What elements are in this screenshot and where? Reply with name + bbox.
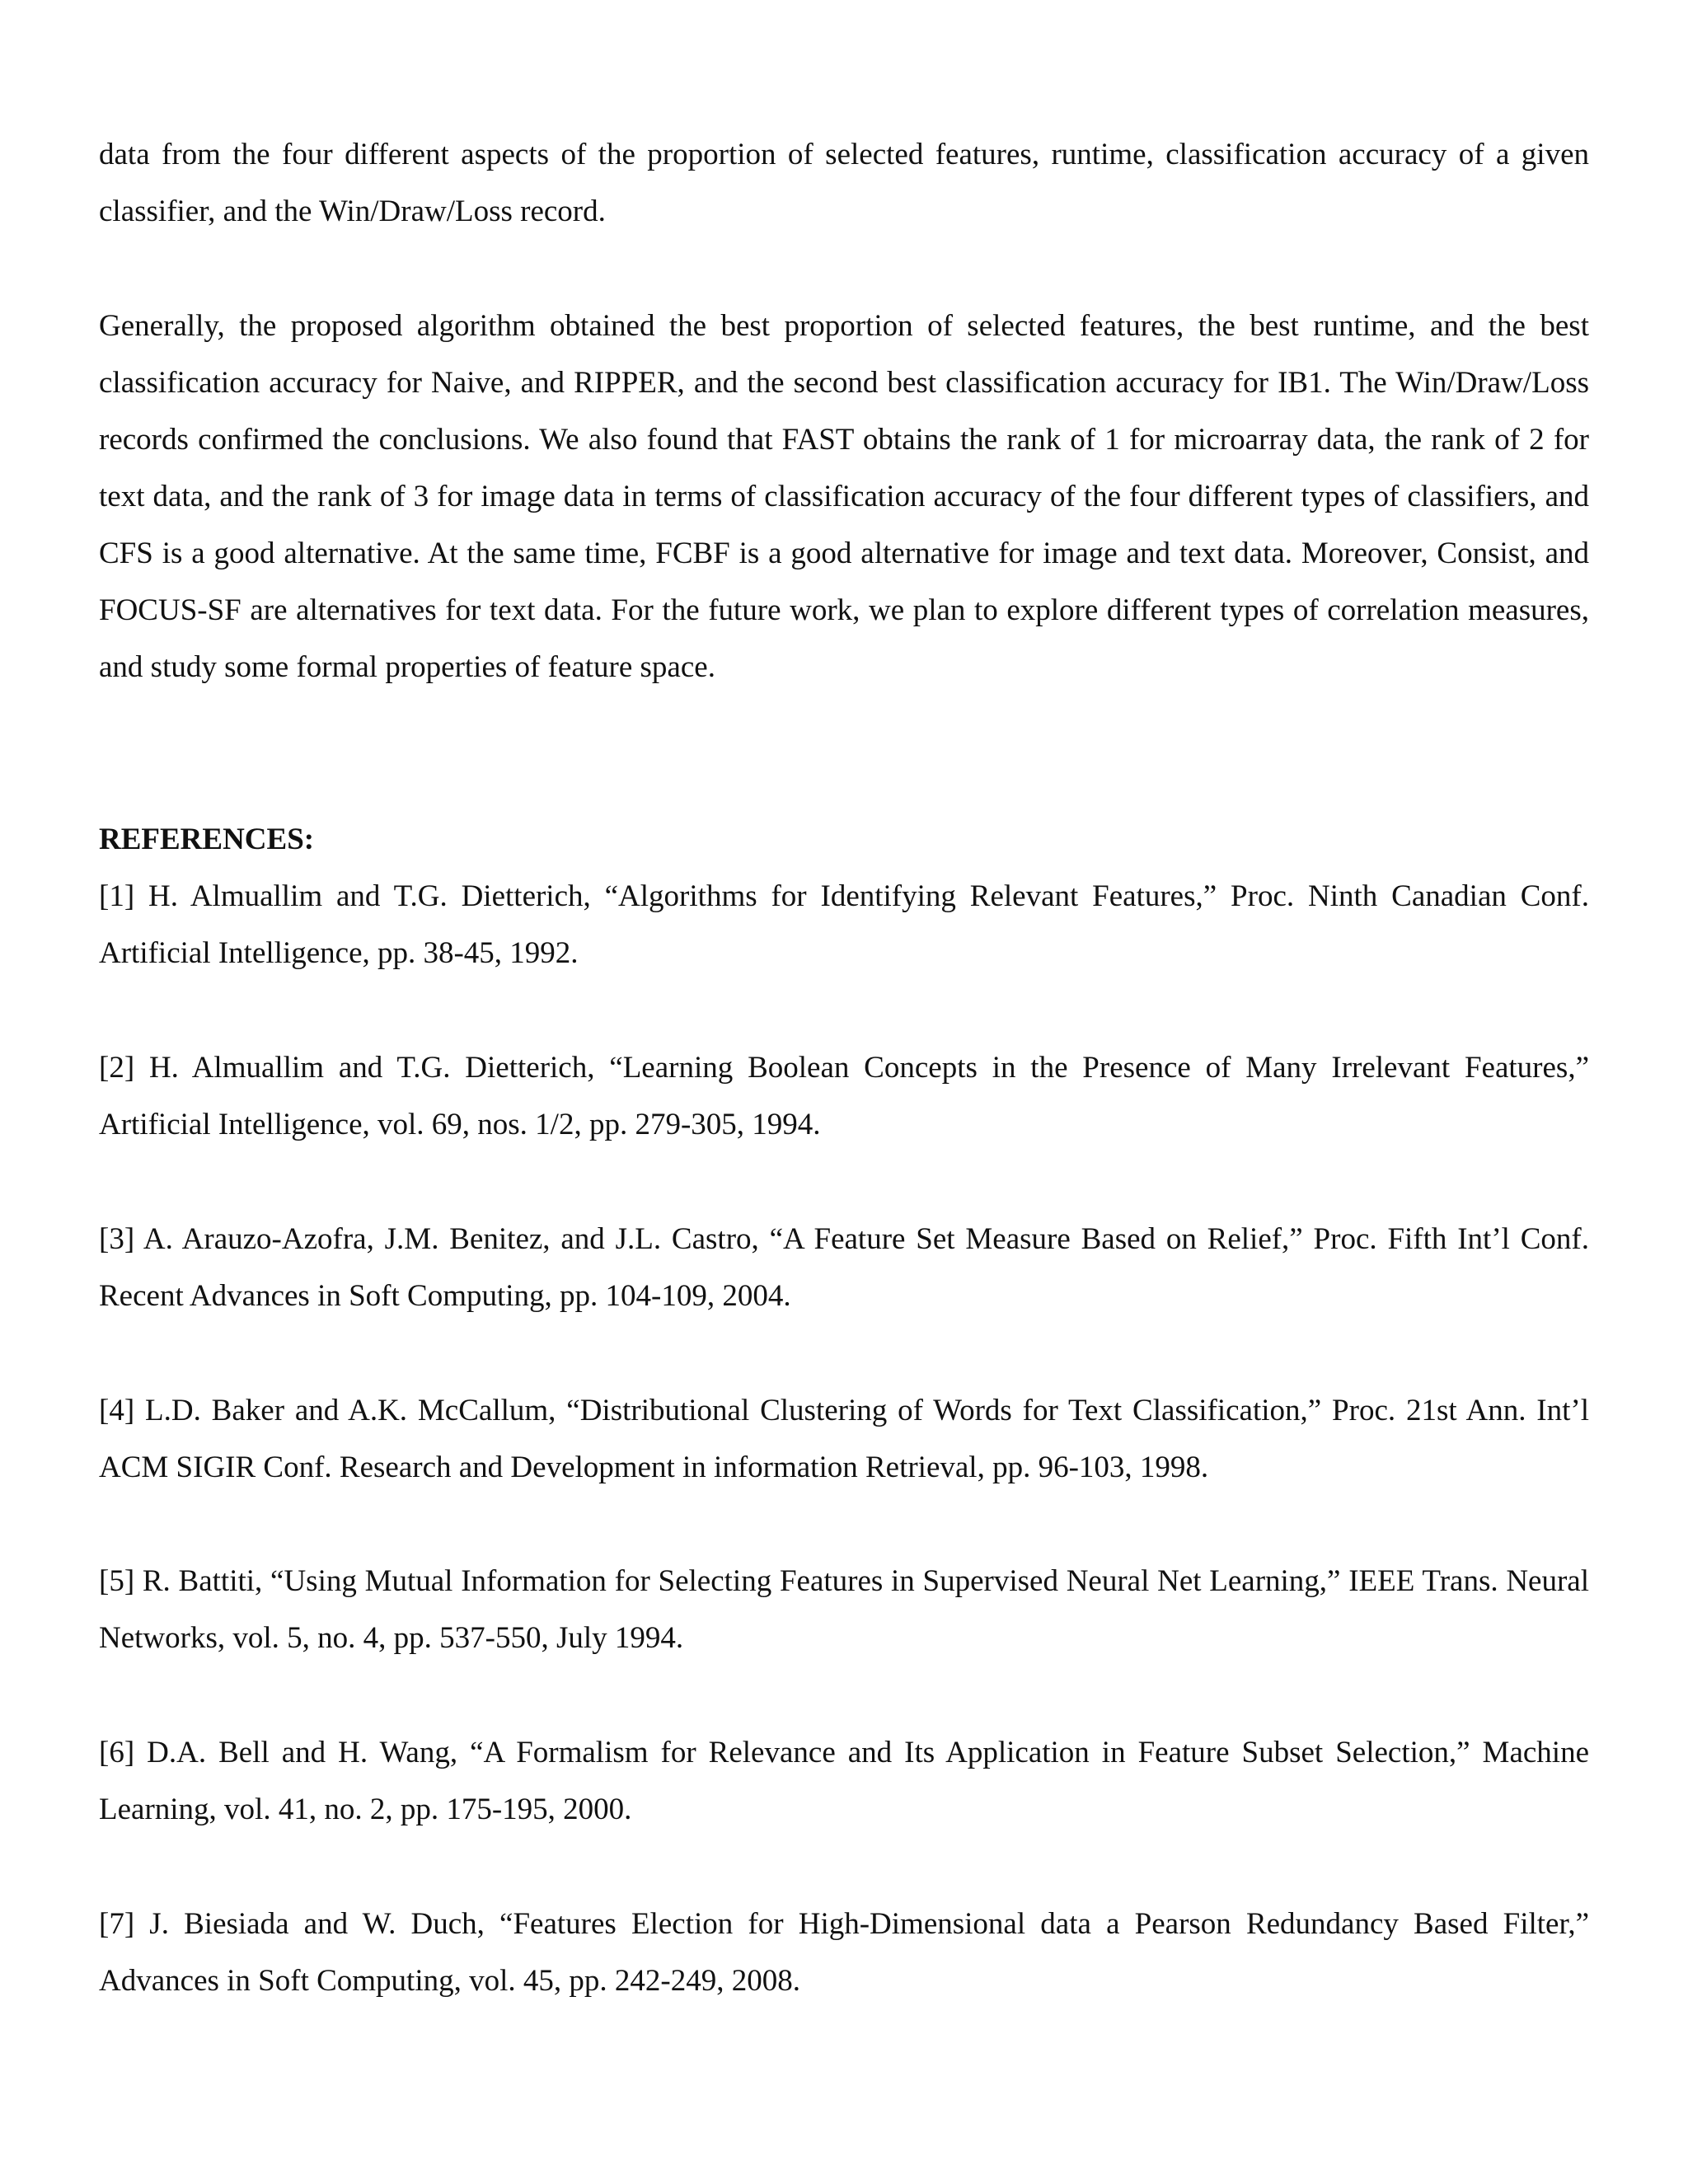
body-paragraph-continued: data from the four different aspects of the proportion of selected features, runtime, classification accuracy of a given classifier, and the Win/Draw/Loss record.: [99, 138, 1589, 228]
reference-item-6: [6] D.A. Bell and H. Wang, “A Formalism for Relevance and Its Application in Feature Subset Selection,” Machine Learning, vol. 41, no. 2, pp. 175-195, 2000.: [99, 1736, 1589, 1826]
reference-item-2: [2] H. Almuallim and T.G. Dietterich, “Learning Boolean Concepts in the Presence of Many Irrelevant Features,” Artificial Intelligence, vol. 69, nos. 1/2, pp. 279-305, 1994.: [99, 1051, 1589, 1141]
reference-item-4: [4] L.D. Baker and A.K. McCallum, “Distributional Clustering of Words for Text Classification,” Proc. 21st Ann. Int’l ACM SIGIR Conf. Research and Development in information Retrieval, pp. 96-103, 1998.: [99, 1394, 1589, 1484]
references-heading: REFERENCES:: [99, 823, 315, 856]
reference-item-7: [7] J. Biesiada and W. Duch, “Features Election for High-Dimensional data a Pearson Redundancy Based Filter,” Advances in Soft Computing, vol. 45, pp. 242-249, 2008.: [99, 1907, 1589, 1998]
reference-item-5: [5] R. Battiti, “Using Mutual Information for Selecting Features in Supervised Neural Net Learning,” IEEE Trans. Neural Networks, vol. 5, no. 4, pp. 537-550, July 1994.: [99, 1564, 1589, 1655]
reference-item-1: [1] H. Almuallim and T.G. Dietterich, “Algorithms for Identifying Relevant Features,” Proc. Ninth Canadian Conf. Artificial Intelligence, pp. 38-45, 1992.: [99, 879, 1589, 970]
body-paragraph-conclusion: Generally, the proposed algorithm obtained the best proportion of selected features, the best runtime, and the best classification accuracy for Naive, and RIPPER, and the second best classification accuracy for IB1. The Win/Draw/Loss records confirmed the conclusions. We also found that FAST obtains the rank of 1 for microarray data, the rank of 2 for text data, and the rank of 3 for image data in terms of classification accuracy of the four different types of classifiers, and CFS is a good alternative. At the same time, FCBF is a good alternative for image and text data. Moreover, Consist, and FOCUS-SF are alternatives for text data. For the future work, we plan to explore different types of correlation measures, and study some formal properties of feature space.: [99, 309, 1589, 684]
reference-item-3: [3] A. Arauzo-Azofra, J.M. Benitez, and J.L. Castro, “A Feature Set Measure Based on Relief,” Proc. Fifth Int’l Conf. Recent Advances in Soft Computing, pp. 104-109, 2004.: [99, 1222, 1589, 1313]
